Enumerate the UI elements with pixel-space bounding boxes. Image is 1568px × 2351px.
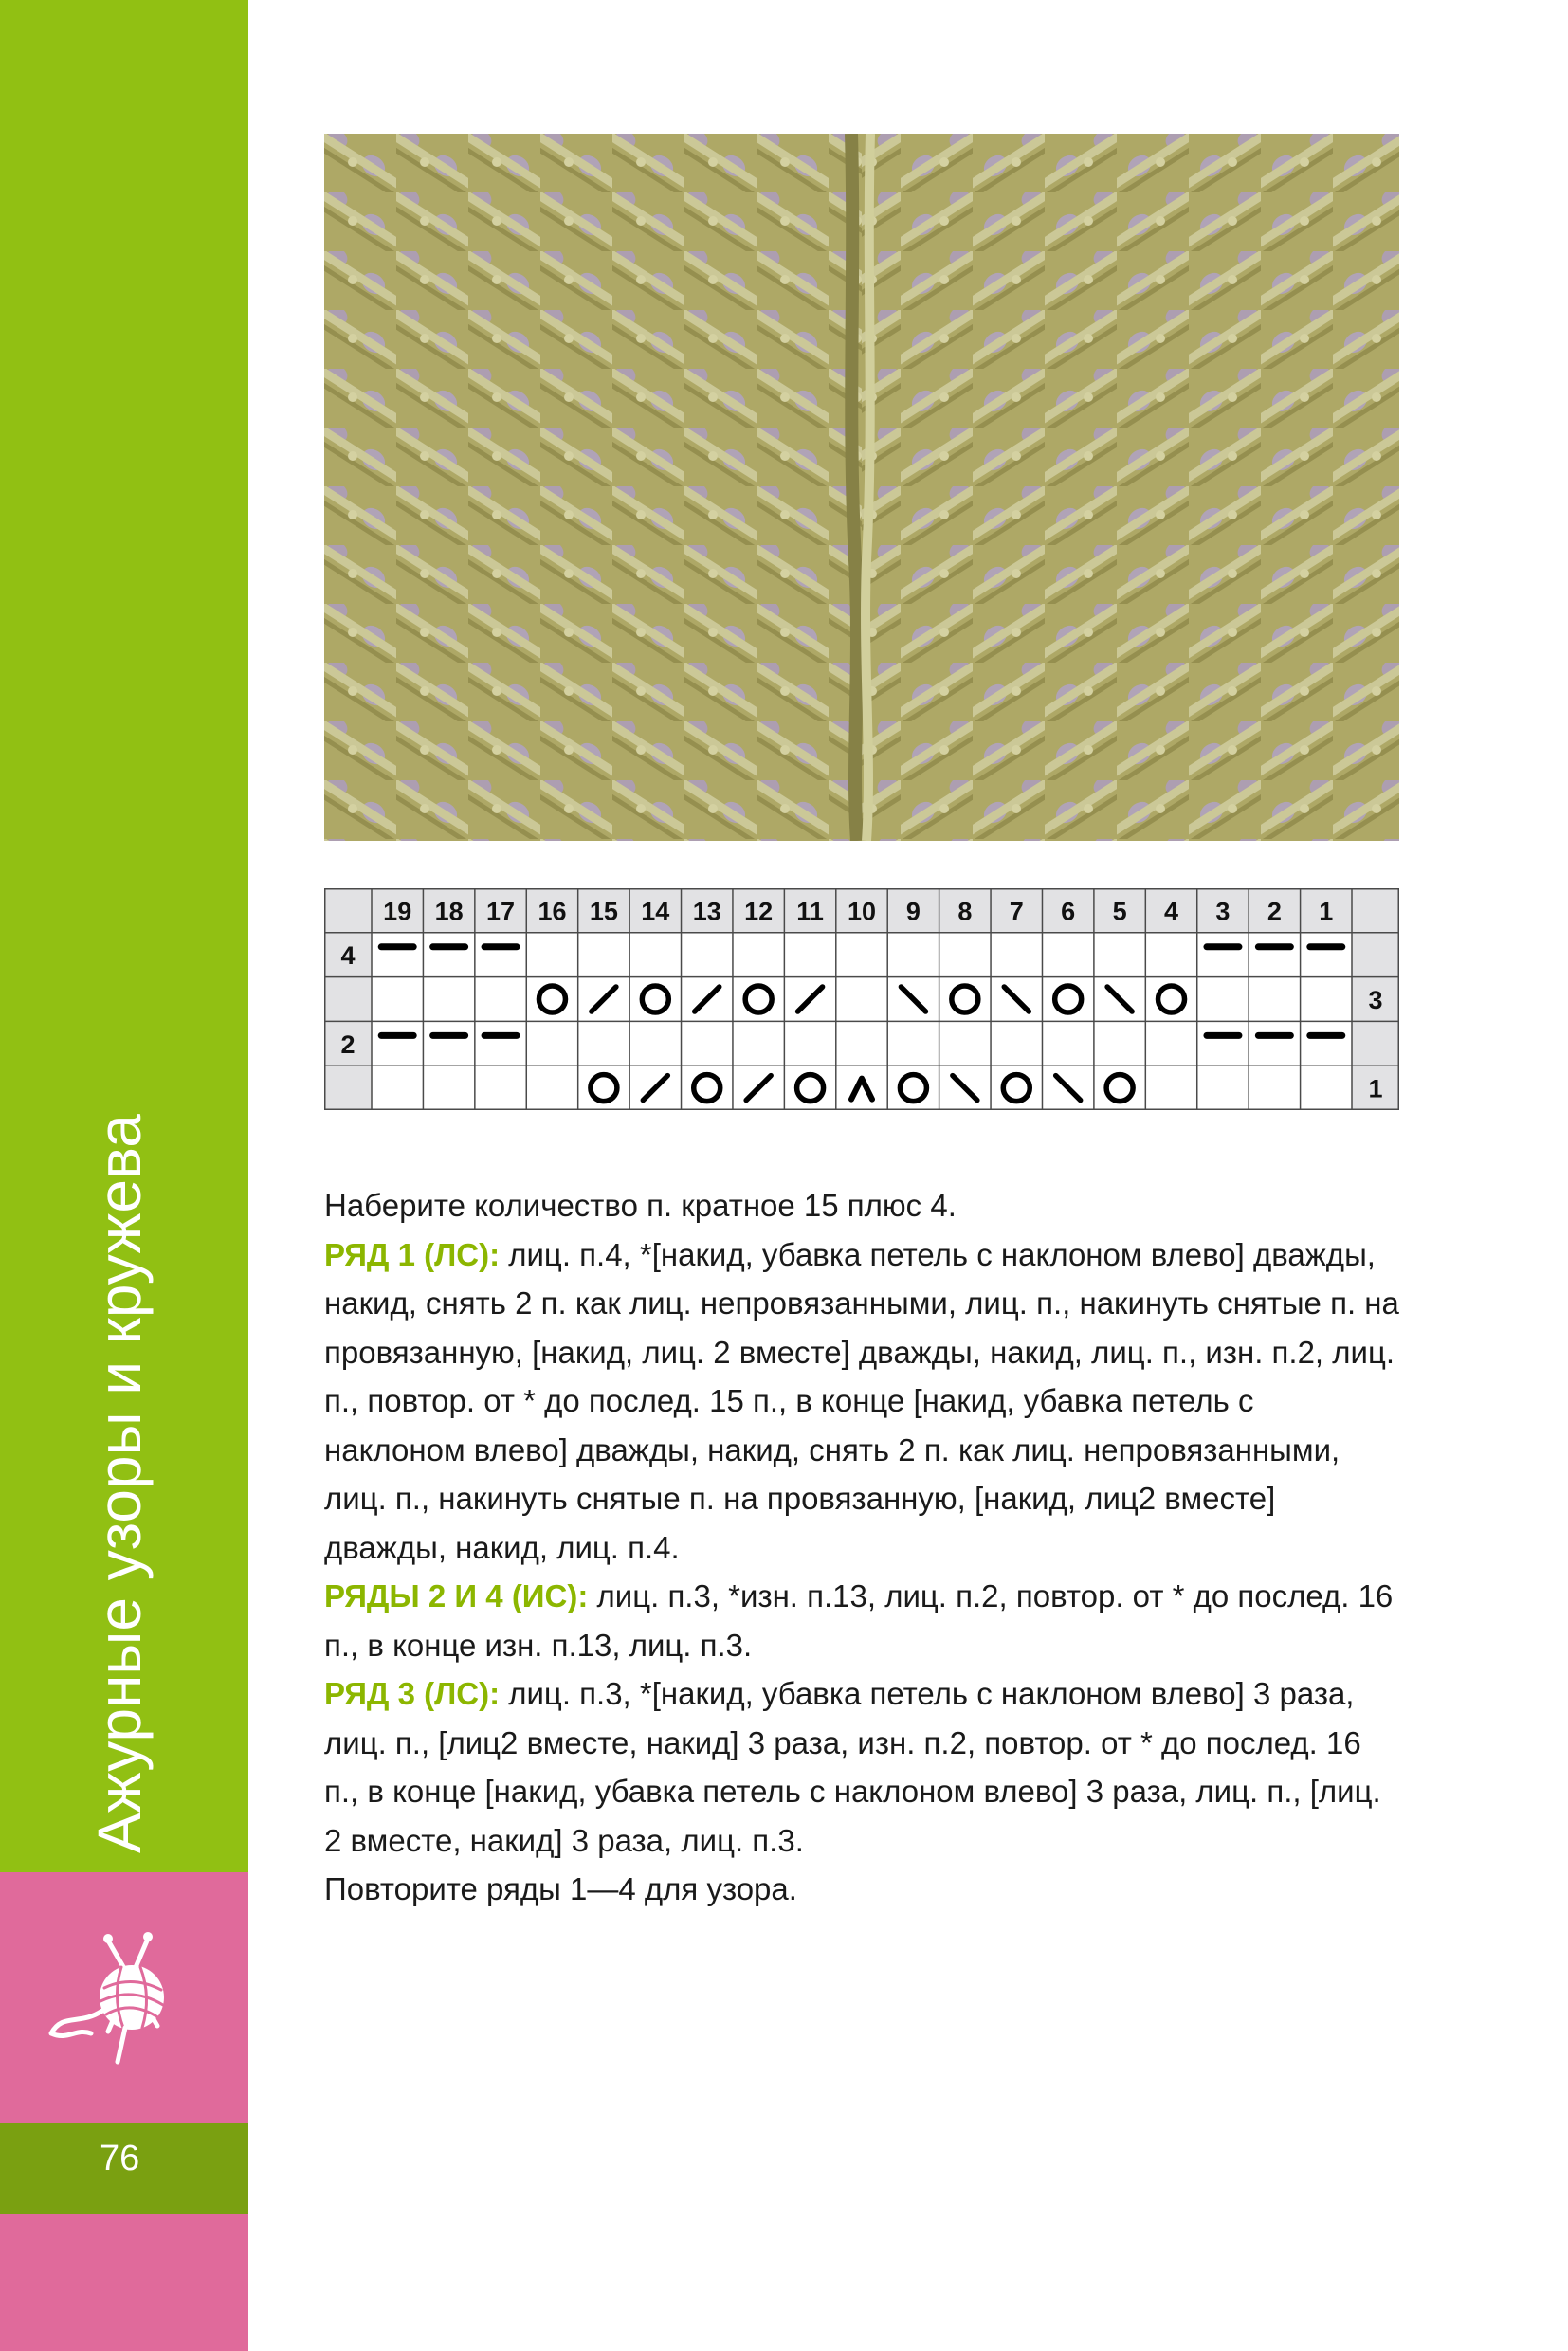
k2tog-symbol — [643, 1076, 667, 1101]
stitch-number: 12 — [744, 897, 774, 926]
instruction-rows-2-4: РЯДЫ 2 И 4 (ИС): лиц. п.3, *изн. п.13, лиц. п.2, повтор. от * до послед. 16 п., в конце изн. п.13, лиц. п.3. — [324, 1578, 1394, 1663]
yarn-ball-with-needles-icon — [42, 1920, 184, 2081]
yarn-over-symbol — [900, 1075, 926, 1102]
stitch-number: 9 — [905, 897, 921, 926]
sidebar — [0, 0, 248, 2351]
chart-left-band — [324, 888, 372, 1110]
yarn-over-symbol — [952, 986, 978, 1012]
stitch-number: 11 — [796, 897, 824, 926]
instruction-row-1: РЯД 1 (ЛС): лиц. п.4, *[накид, убавка петель с наклоном влево] дважды, накид, снять 2 п. как лиц. непровязанными, лиц. п., накинуть снятые п. на провязанную, [накид, лиц. 2 вместе] дважды, накид, лиц. п., изн. п.2, лиц. п., повтор. от * до послед. 15 п., в конце [накид, убавка петель с наклоном влево] дважды, накид, снять 2 п. как лиц. непровязанными, лиц. п., накинуть снятые п. на провязанную, [накид, лиц2 вместе] дважды, накид, лиц. п.4. — [324, 1236, 1399, 1565]
ssk-symbol — [901, 987, 925, 1011]
yarn-over-symbol — [1158, 986, 1185, 1012]
stitch-number: 3 — [1215, 897, 1231, 926]
yarn-over-symbol — [694, 1075, 720, 1102]
stitch-number: 10 — [847, 897, 877, 926]
ssk-symbol — [1056, 1076, 1081, 1101]
k2tog-symbol — [592, 987, 616, 1011]
stitch-number: 17 — [486, 897, 516, 926]
instruction-repeat: Повторите ряды 1—4 для узора. — [324, 1871, 797, 1906]
sidebar-pink-footer — [0, 2214, 248, 2351]
row-number: 3 — [1368, 986, 1383, 1014]
central-double-decrease-symbol — [851, 1079, 872, 1100]
stitch-number: 18 — [434, 897, 464, 926]
row-label: РЯД 1 (ЛС): — [324, 1236, 501, 1272]
row-label: РЯДЫ 2 И 4 (ИС): — [324, 1578, 589, 1613]
stitch-number: 15 — [589, 897, 618, 926]
ssk-symbol — [1107, 987, 1132, 1011]
section-title: Ажурные узоры и кружева — [85, 1114, 154, 1853]
stitch-number: 6 — [1061, 897, 1076, 926]
page-number: 76 — [100, 2139, 140, 2178]
instruction-intro: Наберите количество п. кратное 15 плюс 4. — [324, 1188, 957, 1223]
k2tog-symbol — [746, 1076, 771, 1101]
stitch-number: 7 — [1009, 897, 1024, 926]
stitch-number: 1 — [1319, 897, 1334, 926]
row-number: 2 — [340, 1030, 356, 1059]
yarn-over-symbol — [1003, 1075, 1030, 1102]
yarn-over-symbol — [538, 986, 565, 1012]
k2tog-symbol — [798, 987, 823, 1011]
instruction-row-3: РЯД 3 (ЛС): лиц. п.3, *[накид, убавка петель с наклоном влево] 3 раза, лиц. п., [лиц2 вместе, накид] 3 раза, изн. п.2, повтор. от * до послед. 16 п., в конце [накид, убавка петель с наклоном влево] 3 раза, лиц. п., [лиц. 2 вместе, накид] 3 раза, лиц. п.3. — [324, 1676, 1381, 1858]
instructions — [324, 1181, 1399, 1914]
yarn-over-symbol — [591, 1075, 617, 1102]
stitch-number: 16 — [538, 897, 567, 926]
yarn-over-symbol — [1055, 986, 1082, 1012]
yarn-over-symbol — [1106, 1075, 1133, 1102]
ssk-symbol — [953, 1076, 977, 1101]
yarn-over-symbol — [745, 986, 772, 1012]
stitch-number: 13 — [692, 897, 721, 926]
ssk-symbol — [1004, 987, 1029, 1011]
knitting-chart — [324, 888, 1399, 1110]
stitch-number: 4 — [1164, 897, 1179, 926]
yarn-over-symbol — [797, 1075, 824, 1102]
stitch-number: 19 — [383, 897, 412, 926]
knitted-lace-photo — [324, 134, 1399, 841]
row-label: РЯД 3 (ЛС): — [324, 1676, 501, 1711]
yarn-over-symbol — [642, 986, 668, 1012]
stitch-number: 5 — [1112, 897, 1127, 926]
k2tog-symbol — [695, 987, 720, 1011]
stitch-number: 14 — [641, 897, 670, 926]
row-number: 4 — [340, 941, 356, 971]
stitch-number: 8 — [957, 897, 973, 926]
stitch-number: 2 — [1267, 897, 1282, 926]
row-number: 1 — [1368, 1074, 1383, 1103]
